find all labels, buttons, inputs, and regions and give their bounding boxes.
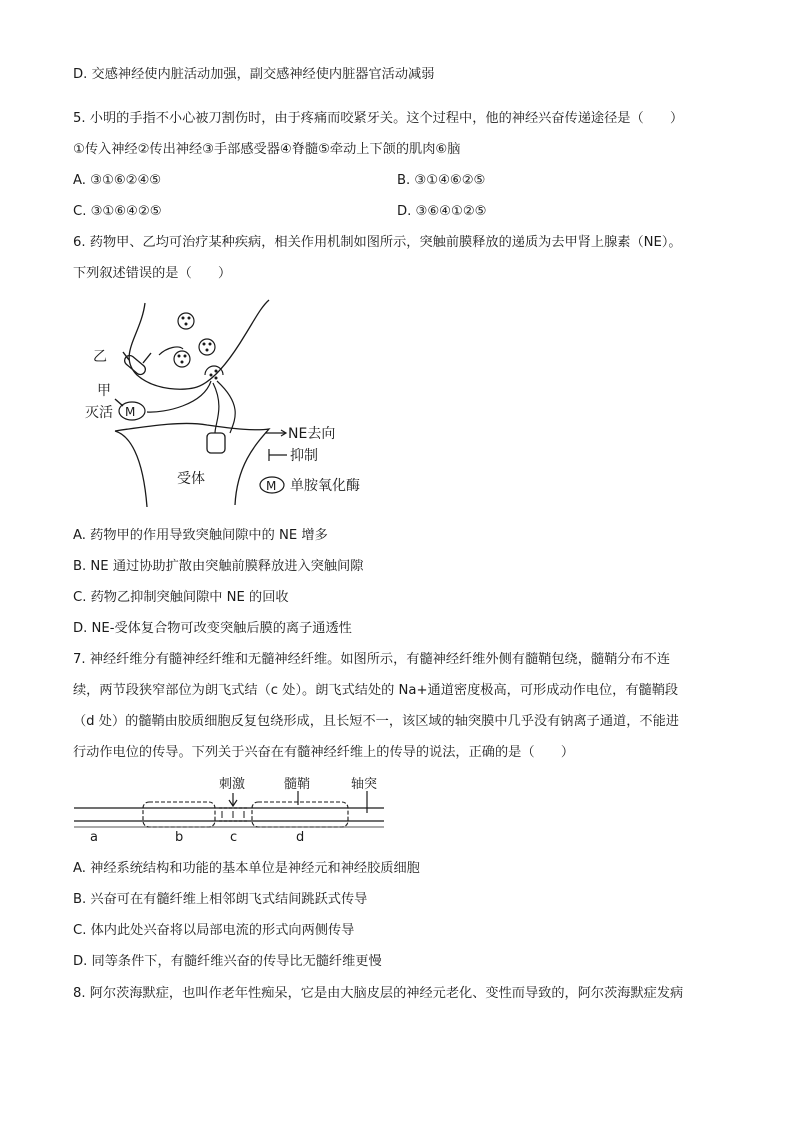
label-c: c	[230, 830, 238, 845]
label-myelin: 髓鞘	[284, 777, 311, 792]
label-b: b	[175, 830, 184, 845]
myelin-segment-b	[143, 802, 215, 827]
label-yi: 乙	[93, 349, 107, 365]
q6-stem-line1: 6. 药物甲、乙均可治疗某种疾病，相关作用机制如图所示，突触前膜释放的递质为去甲肾上腺素（NE）。	[73, 235, 682, 250]
vesicle	[199, 339, 215, 355]
q5-option-c: C. ③①⑥④②⑤	[73, 204, 162, 219]
q7-option-c: C. 体内此处兴奋将以局部电流的形式向两侧传导	[73, 923, 355, 938]
q7-stem-line2: 续，两节段狭窄部位为朗飞式结（c 处）。朗飞式结处的 Na+通道密度极高，可形成动作电位，有髓鞘段	[73, 683, 679, 698]
vesicle	[178, 313, 194, 329]
receptor	[207, 433, 225, 453]
q7-stem-line1: 7. 神经纤维分有髓神经纤维和无髓神经纤维。如图所示，有髓神经纤维外侧有髓鞘包绕，髓鞘分布不连	[73, 652, 671, 667]
nerve-fiber-figure	[74, 775, 394, 850]
mao-enzyme-label: M	[125, 405, 136, 419]
label-stimulus: 刺激	[219, 777, 246, 792]
postsynaptic-membrane	[115, 423, 269, 505]
q5-stem: 5. 小明的手指不小心被刀割伤时，由于疼痛而咬紧牙关。这个过程中，他的神经兴奋传递途径是（ ）	[73, 111, 684, 126]
legend-ne: NE去向	[288, 426, 336, 442]
label-axon: 轴突	[351, 777, 378, 792]
q6-option-a: A. 药物甲的作用导致突触间隙中的 NE 增多	[73, 528, 328, 543]
q7-option-d: D. 同等条件下，有髓纤维兴奋的传导比无髓纤维更慢	[73, 954, 382, 969]
label-receptor: 受体	[177, 471, 205, 487]
legend-inhibit-icon	[269, 449, 287, 461]
label-d: d	[296, 830, 305, 845]
q7-stem-line3: （d 处）的髓鞘由胶质细胞反复包绕形成，且长短不一，该区域的轴突膜中几乎没有钠离子通道，不能进	[73, 714, 679, 729]
vesicle	[174, 351, 190, 367]
label-a: a	[90, 830, 98, 845]
q7-option-a: A. 神经系统结构和功能的基本单位是神经元和神经胶质细胞	[73, 861, 420, 876]
synapse-figure	[85, 295, 385, 515]
q8-stem-line1: 8. 阿尔茨海默症，也叫作老年性痴呆，它是由大脑皮层的神经元老化、变性而导致的，阿尔茨海默症发病	[73, 986, 684, 1001]
q7-stem-line4: 行动作电位的传导。下列关于兴奋在有髓神经纤维上的传导的说法，正确的是（ ）	[73, 745, 575, 760]
legend-mao: 单胺氧化酶	[290, 478, 360, 494]
label-jia: 甲	[97, 383, 111, 399]
q6-stem-line2: 下列叙述错误的是（ ）	[73, 266, 232, 281]
q5-option-d: D. ③⑥④①②⑤	[397, 204, 487, 219]
label-miehuo: 灭活	[85, 405, 113, 421]
q6-option-d: D. NE-受体复合物可改变突触后膜的离子通透性	[73, 621, 352, 636]
q7-option-b: B. 兴奋可在有髓纤维上相邻朗飞式结间跳跃式传导	[73, 892, 368, 907]
q6-option-b: B. NE 通过协助扩散由突触前膜释放进入突触间隙	[73, 559, 364, 574]
legend-inhibit: 抑制	[290, 448, 318, 464]
q5-option-b: B. ③①④⑥②⑤	[397, 173, 486, 188]
q5-option-a: A. ③①⑥②④⑤	[73, 173, 162, 188]
inhibit-mark	[115, 399, 123, 406]
q6-option-c: C. 药物乙抑制突触间隙中 NE 的回收	[73, 590, 289, 605]
legend-mao-icon-label: M	[266, 479, 277, 493]
q5-items: ①传入神经②传出神经③手部感受器④脊髓⑤牵动上下颌的肌肉⑥脑	[73, 142, 461, 157]
myelin-segment-d	[252, 802, 348, 827]
q4-option-d: D. 交感神经使内脏活动加强，副交感神经使内脏器官活动减弱	[73, 67, 435, 82]
